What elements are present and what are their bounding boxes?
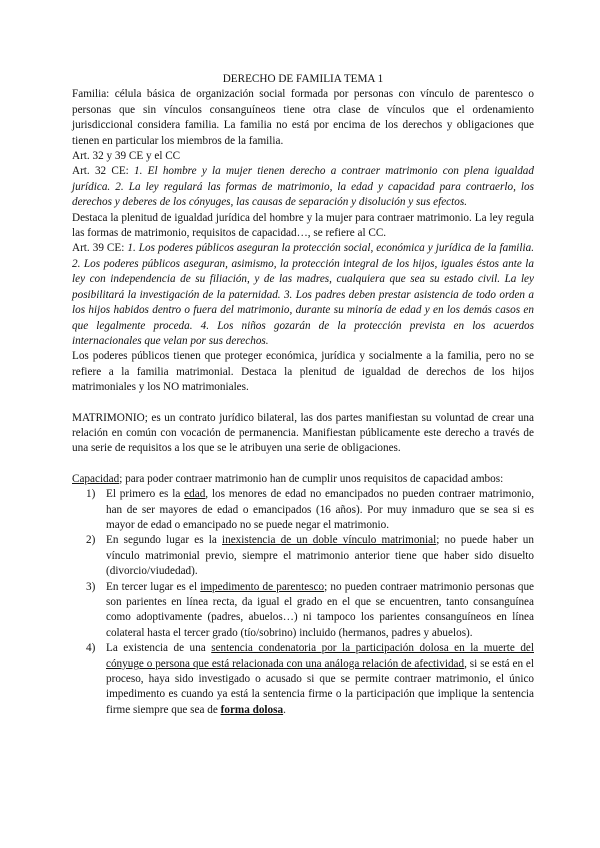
capacidad-label: Capacidad: [72, 472, 120, 485]
list-item-bold-underlined: forma dolosa: [220, 703, 284, 716]
article-39-label: Art. 39 CE:: [72, 242, 128, 255]
list-item-underlined: sentencia condenatoria por la participación dolosa en la muerte del cónyuge o persona que está relacionada con una análoga relación de afectividad: [106, 642, 534, 670]
document-title: DERECHO DE FAMILIA TEMA 1: [222, 73, 384, 85]
list-item-text: .: [283, 703, 286, 716]
list-item-text: En segundo lugar es la: [106, 534, 223, 547]
list-item-underlined: impedimento de parentesco: [200, 580, 325, 593]
list-item: [72, 487, 534, 533]
matrimonio-definition: MATRIMONIO; es un contrato jurídico bilateral, las dos partes manifiestan su voluntad de crear una relación en común con vocación de permanencia. Manifiestan públicamente este derecho a través de una serie de requisitos a los que se le atribuyen una serie de obligaciones.: [72, 411, 534, 455]
list-item-text: ; no pueden contraer matrimonio personas que son parientes en línea recta, da igual el grado en el que se encuentren, tanto consanguínea como adoptivamente (padres, abuelos…) ni tampoco los parientes consanguíneos en línea colateral hasta el tercer grado (tío/sobrino) incluido (hermanos, padres y abuelos).: [106, 580, 534, 639]
capacidad-paragraph: [72, 472, 534, 487]
list-item-text: , los menores de edad no emancipados no pueden contraer matrimonio, han de ser mayores de edad o emancipados (16 años). Por muy inmaduro que se sea si es mayor de edad o emancipado no se puede negar el matrimonio.: [106, 488, 534, 531]
list-item: [72, 580, 534, 642]
list-item-text: La existencia de una: [106, 642, 212, 655]
list-item-underlined: inexistencia de un doble vínculo matrimonial: [222, 534, 437, 547]
list-item-text: , si se está en el proceso, haya sido investigado o acusado si que se permite contraer matrimonio, el único impedimento es cuando ya está la sentencia firme o la participación que implique la sentencia firme siempre que sea de: [106, 657, 534, 716]
list-item-text: ; no puede haber un vínculo matrimonial previo, siempre el matrimonio anterior tiene que haber sido disuelto (divorcio/viudedad).: [106, 534, 534, 578]
list-item-number: 4): [86, 642, 96, 655]
capacidad-text: ; para poder contraer matrimonio han de cumplir unos requisitos de capacidad ambos:: [119, 472, 504, 485]
article-32-text: 1. El hombre y la mujer tienen derecho a contraer matrimonio con plena igualdad jurídica. 2. La ley regulará las formas de matrimonio, la edad y capacidad para contraerlo, los derechos y deberes de los cónyuges, las causas de separación y disolución y sus efectos.: [72, 165, 534, 209]
spacer: [72, 457, 534, 472]
spacer: [72, 396, 534, 411]
article-32-commentary: Destaca la plenitud de igualdad jurídica del hombre y la mujer para contraer matrimonio. La ley regula las formas de matrimonio, requisitos de capacidad…, se refiere al CC.: [72, 211, 534, 240]
article-32-paragraph: [72, 164, 534, 210]
article-39-paragraph: [72, 241, 534, 349]
requirements-list: [72, 487, 534, 718]
familia-definition: Familia: célula básica de organización social formada por personas con vínculo de parentesco o personas que sin vínculos consanguíneos tiene otra clase de vínculos que el ordenamiento jurisdiccional considera familia. La familia no está por encima de los derechos y obligaciones que tienen en particular los miembros de la familia.: [72, 88, 534, 147]
article-39-text: 1. Los poderes públicos aseguran la protección social, económica y jurídica de la familia. 2. Los poderes públicos aseguran, asimismo, la protección integral de los hijos, iguales éstos ante la ley con independencia de su filiación, y de las madres, cualquiera que sea su estado civil. La ley posibilitará la investigación de la paternidad. 3. Los padres deben prestar asistencia de todo orden a los hijos habidos dentro o fuera del matrimonio, durante su minoría de edad y en los demás casos en que legalmente proceda. 4. Los niños gozarán de la protección prevista en los acuerdos internacionales que velan por sus derechos.: [72, 242, 535, 347]
list-item-text: El primero es la: [106, 488, 185, 501]
list-item: [72, 533, 534, 579]
article-32-label: Art. 32 CE:: [72, 165, 135, 178]
list-item-number: 1): [86, 488, 96, 501]
list-item: [72, 641, 534, 718]
list-item-number: 3): [86, 580, 96, 593]
list-item-number: 2): [86, 534, 96, 547]
list-item-text: En tercer lugar es el: [106, 580, 201, 593]
document-body: [72, 72, 534, 718]
article-39-commentary: Los poderes públicos tienen que proteger económica, jurídica y socialmente a la familia, pero no se refiere a la familia matrimonial. Destaca la plenitud de igualdad de derechos de los hijos matrimoniales y los NO matrimoniales.: [72, 350, 534, 394]
list-item-underlined: edad: [184, 488, 206, 501]
article-reference: Art. 32 y 39 CE y el CC: [72, 150, 181, 163]
